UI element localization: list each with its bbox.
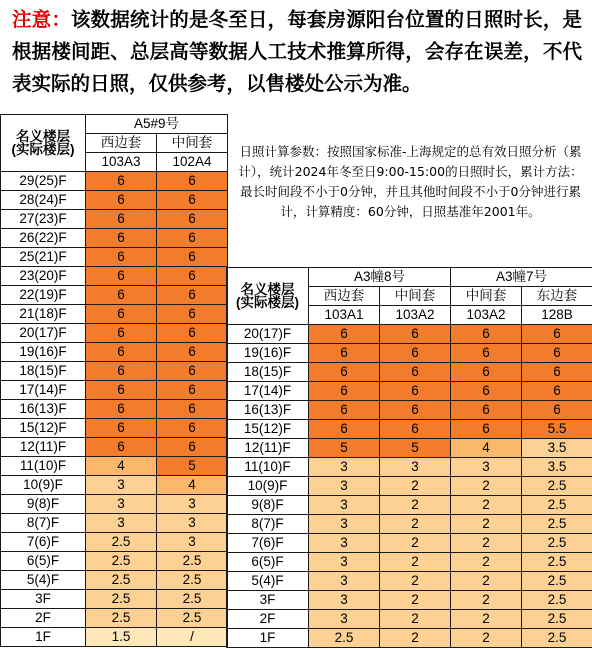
sunlight-hours-cell: 2.5 bbox=[157, 552, 228, 571]
sunlight-hours-cell: 2 bbox=[451, 515, 522, 534]
floor-label: 28(24)F bbox=[1, 191, 86, 210]
notice-banner bbox=[0, 0, 592, 113]
table-row bbox=[227, 610, 592, 629]
sunlight-hours-cell: 2.5 bbox=[157, 590, 228, 609]
sunlight-hours-cell: 6 bbox=[86, 362, 157, 381]
floor-label: 7(6)F bbox=[1, 533, 86, 552]
sunlight-hours-cell: 3 bbox=[309, 534, 380, 553]
sunlight-hours-cell: 2.5 bbox=[86, 571, 157, 590]
sunlight-hours-cell: 2 bbox=[451, 496, 522, 515]
floor-label: 6(5)F bbox=[227, 553, 309, 572]
sunlight-hours-cell: 6 bbox=[86, 305, 157, 324]
sunlight-hours-cell: 2.5 bbox=[522, 553, 592, 572]
sunlight-hours-cell: 6 bbox=[522, 363, 592, 382]
sunlight-hours-cell: 2.5 bbox=[309, 629, 380, 648]
floor-label-line2: (实际楼层) bbox=[11, 142, 75, 157]
table-row bbox=[227, 382, 592, 401]
sunlight-hours-cell: 6 bbox=[86, 286, 157, 305]
floor-label: 21(18)F bbox=[1, 305, 86, 324]
table-row bbox=[227, 496, 592, 515]
table-row bbox=[227, 363, 592, 382]
sunlight-hours-cell: 4 bbox=[451, 439, 522, 458]
sunlight-hours-cell: 6 bbox=[86, 210, 157, 229]
floor-label: 15(12)F bbox=[1, 419, 86, 438]
floor-label: 19(16)F bbox=[1, 343, 86, 362]
floor-label: 16(13)F bbox=[227, 401, 309, 420]
unit-header: 103A3 bbox=[86, 153, 157, 172]
sunlight-hours-cell: 4 bbox=[86, 457, 157, 476]
sunlight-hours-cell: 2.5 bbox=[157, 609, 228, 628]
unit-header: 103A1 bbox=[309, 306, 380, 325]
floor-label: 1F bbox=[1, 628, 86, 647]
notice-text: 该数据统计的是冬至日，每套房源阳台位置的日照时长，是根据楼间距、总层高等数据人工技术推算所得，会存在误差，不代表实际的日照，仅供参考，以售楼处公示为准。 bbox=[12, 8, 582, 95]
sunlight-hours-cell: 2.5 bbox=[86, 590, 157, 609]
table-row bbox=[1, 267, 228, 286]
sunlight-hours-cell: 2.5 bbox=[522, 496, 592, 515]
sunlight-hours-cell: 6 bbox=[86, 172, 157, 191]
table-row bbox=[1, 324, 228, 343]
floor-label: 20(17)F bbox=[1, 324, 86, 343]
table-row bbox=[1, 533, 228, 552]
sunlight-hours-cell: 6 bbox=[451, 382, 522, 401]
floor-label: 10(9)F bbox=[227, 477, 309, 496]
table-row bbox=[1, 191, 228, 210]
sunlight-hours-cell: 3 bbox=[309, 591, 380, 610]
sunlight-hours-cell: 6 bbox=[380, 401, 451, 420]
sunlight-hours-cell: 2.5 bbox=[522, 572, 592, 591]
sunlight-hours-cell: 6 bbox=[451, 344, 522, 363]
sunlight-hours-cell: 6 bbox=[86, 324, 157, 343]
sunlight-hours-cell: 2 bbox=[380, 629, 451, 648]
sunlight-hours-cell: 2 bbox=[451, 477, 522, 496]
floor-label: 29(25)F bbox=[1, 172, 86, 191]
sunlight-hours-cell: 2 bbox=[380, 572, 451, 591]
floor-label: 3F bbox=[1, 590, 86, 609]
floor-label: 10(9)F bbox=[1, 476, 86, 495]
floor-label: 7(6)F bbox=[227, 534, 309, 553]
table-row bbox=[1, 495, 228, 514]
right-sunlight-table bbox=[226, 267, 592, 648]
table-row bbox=[227, 477, 592, 496]
floor-label: 8(7)F bbox=[1, 514, 86, 533]
sunlight-hours-cell: 6 bbox=[86, 343, 157, 362]
floor-label: 1F bbox=[227, 629, 309, 648]
table-row bbox=[1, 476, 228, 495]
table-row bbox=[227, 515, 592, 534]
floor-label-line1: 名义楼层 bbox=[16, 128, 70, 144]
sunlight-hours-cell: 2 bbox=[380, 610, 451, 629]
sunlight-hours-cell: 6 bbox=[157, 419, 228, 438]
sunlight-hours-cell: 6 bbox=[380, 363, 451, 382]
sunlight-hours-cell: 6 bbox=[86, 381, 157, 400]
floor-label: 5(4)F bbox=[227, 572, 309, 591]
sunlight-hours-cell: 2 bbox=[380, 591, 451, 610]
sunlight-hours-cell: 3 bbox=[451, 458, 522, 477]
sunlight-hours-cell: / bbox=[157, 628, 228, 647]
sunlight-hours-cell: 6 bbox=[157, 343, 228, 362]
floor-label: 27(23)F bbox=[1, 210, 86, 229]
sunlight-hours-cell: 3 bbox=[157, 495, 228, 514]
sunlight-hours-cell: 3 bbox=[309, 553, 380, 572]
sunlight-hours-cell: 2 bbox=[380, 496, 451, 515]
floor-label: 8(7)F bbox=[227, 515, 309, 534]
sunlight-hours-cell: 6 bbox=[522, 344, 592, 363]
table-row bbox=[1, 210, 228, 229]
floor-label: 11(10)F bbox=[227, 458, 309, 477]
table-row bbox=[1, 609, 228, 628]
floor-label: 11(10)F bbox=[1, 457, 86, 476]
floor-label: 2F bbox=[1, 609, 86, 628]
sunlight-hours-cell: 6 bbox=[380, 325, 451, 344]
sunlight-hours-cell: 2 bbox=[451, 553, 522, 572]
table-row bbox=[227, 458, 592, 477]
sunlight-hours-cell: 6 bbox=[86, 419, 157, 438]
sunlight-hours-cell: 6 bbox=[309, 344, 380, 363]
sunlight-hours-cell: 6 bbox=[157, 229, 228, 248]
table-row bbox=[1, 229, 228, 248]
sunlight-hours-cell: 6 bbox=[86, 400, 157, 419]
floor-column-header bbox=[227, 268, 309, 325]
sunlight-hours-cell: 3 bbox=[157, 533, 228, 552]
sunlight-hours-cell: 6 bbox=[157, 267, 228, 286]
table-row bbox=[1, 457, 228, 476]
sunlight-hours-cell: 5 bbox=[380, 439, 451, 458]
unit-header: 128B bbox=[522, 306, 592, 325]
sunlight-hours-cell: 2 bbox=[451, 591, 522, 610]
table-row bbox=[1, 305, 228, 324]
notice-prefix: 注意： bbox=[12, 8, 71, 31]
table-row bbox=[227, 420, 592, 439]
sunlight-hours-cell: 3 bbox=[309, 572, 380, 591]
floor-label: 17(14)F bbox=[1, 381, 86, 400]
floor-column-header bbox=[1, 115, 86, 172]
sunlight-hours-cell: 4 bbox=[157, 476, 228, 495]
floor-label: 5(4)F bbox=[1, 571, 86, 590]
table-row bbox=[227, 344, 592, 363]
floor-label: 22(19)F bbox=[1, 286, 86, 305]
table-row bbox=[1, 571, 228, 590]
sunlight-hours-cell: 3 bbox=[157, 514, 228, 533]
sunlight-hours-cell: 2 bbox=[380, 477, 451, 496]
floor-label: 2F bbox=[227, 610, 309, 629]
floor-label: 3F bbox=[227, 591, 309, 610]
sunlight-hours-cell: 6 bbox=[86, 229, 157, 248]
sunlight-hours-cell: 3.5 bbox=[522, 439, 592, 458]
sunlight-hours-cell: 2.5 bbox=[86, 533, 157, 552]
sunlight-hours-cell: 6 bbox=[86, 438, 157, 457]
header-row-building bbox=[1, 115, 228, 134]
sunlight-hours-cell: 6 bbox=[309, 401, 380, 420]
table-row bbox=[1, 419, 228, 438]
unit-header: 102A4 bbox=[157, 153, 228, 172]
table-row bbox=[1, 248, 228, 267]
sunlight-hours-cell: 2 bbox=[451, 629, 522, 648]
sunlight-hours-cell: 5.5 bbox=[522, 420, 592, 439]
sunlight-hours-cell: 2 bbox=[451, 534, 522, 553]
sunlight-hours-cell: 6 bbox=[522, 382, 592, 401]
sunlight-hours-cell: 6 bbox=[157, 305, 228, 324]
floor-label: 19(16)F bbox=[227, 344, 309, 363]
sunlight-hours-cell: 3 bbox=[380, 458, 451, 477]
table-row bbox=[1, 362, 228, 381]
table-row bbox=[1, 286, 228, 305]
sunlight-hours-cell: 6 bbox=[380, 420, 451, 439]
sunlight-hours-cell: 2 bbox=[451, 610, 522, 629]
sunlight-hours-cell: 2 bbox=[380, 515, 451, 534]
sunlight-hours-cell: 3 bbox=[86, 514, 157, 533]
table-row bbox=[1, 590, 228, 609]
position-header: 西边套 bbox=[309, 287, 380, 306]
sunlight-hours-cell: 5 bbox=[157, 457, 228, 476]
sunlight-hours-cell: 2.5 bbox=[522, 610, 592, 629]
sunlight-hours-cell: 2 bbox=[451, 572, 522, 591]
sunlight-hours-cell: 3 bbox=[309, 610, 380, 629]
sunlight-hours-cell: 6 bbox=[157, 210, 228, 229]
sunlight-hours-cell: 6 bbox=[86, 267, 157, 286]
sunlight-hours-cell: 6 bbox=[380, 382, 451, 401]
sunlight-hours-cell: 3 bbox=[309, 458, 380, 477]
sunlight-hours-cell: 6 bbox=[522, 325, 592, 344]
sunlight-hours-cell: 3 bbox=[86, 476, 157, 495]
table-row bbox=[227, 629, 592, 648]
table-row bbox=[227, 534, 592, 553]
floor-label: 12(11)F bbox=[1, 438, 86, 457]
sunlight-hours-cell: 6 bbox=[522, 401, 592, 420]
sunlight-hours-cell: 6 bbox=[309, 382, 380, 401]
floor-label: 25(21)F bbox=[1, 248, 86, 267]
sunlight-hours-cell: 6 bbox=[157, 248, 228, 267]
building-header: A3幢7号 bbox=[451, 268, 592, 287]
sunlight-hours-cell: 6 bbox=[157, 381, 228, 400]
sunlight-hours-cell: 6 bbox=[157, 362, 228, 381]
building-header: A5#9号 bbox=[86, 115, 228, 134]
sunlight-hours-cell: 2.5 bbox=[157, 571, 228, 590]
sunlight-hours-cell: 2.5 bbox=[86, 609, 157, 628]
sunlight-hours-cell: 6 bbox=[451, 401, 522, 420]
sunlight-hours-cell: 6 bbox=[157, 286, 228, 305]
table-row bbox=[227, 591, 592, 610]
unit-header: 103A2 bbox=[451, 306, 522, 325]
floor-label: 20(17)F bbox=[227, 325, 309, 344]
calc-params-text: 日照计算参数：按照国家标准-上海规定的总有效日照分析（累计），统计2024年冬至日9:00-15:00的日照时长，累计方法：最长时间段不小于0分钟，并且其他时间段不小于0分钟进行累计，计算精度：60分钟，日照基准年2001年。 bbox=[238, 144, 583, 219]
sunlight-hours-cell: 6 bbox=[86, 248, 157, 267]
table-row bbox=[227, 325, 592, 344]
sunlight-hours-cell: 3 bbox=[309, 477, 380, 496]
sunlight-hours-cell: 6 bbox=[380, 344, 451, 363]
table-row bbox=[227, 572, 592, 591]
sunlight-hours-cell: 6 bbox=[451, 325, 522, 344]
table-row bbox=[1, 400, 228, 419]
floor-label: 18(15)F bbox=[1, 362, 86, 381]
floor-label: 16(13)F bbox=[1, 400, 86, 419]
floor-label: 9(8)F bbox=[227, 496, 309, 515]
sunlight-hours-cell: 6 bbox=[157, 191, 228, 210]
sunlight-hours-cell: 6 bbox=[157, 172, 228, 191]
table-row bbox=[1, 514, 228, 533]
floor-label: 15(12)F bbox=[227, 420, 309, 439]
floor-label: 6(5)F bbox=[1, 552, 86, 571]
unit-header: 103A2 bbox=[380, 306, 451, 325]
sunlight-hours-cell: 2.5 bbox=[522, 591, 592, 610]
sunlight-hours-cell: 6 bbox=[451, 363, 522, 382]
sunlight-hours-cell: 5 bbox=[309, 439, 380, 458]
sunlight-hours-cell: 6 bbox=[451, 420, 522, 439]
table-row bbox=[227, 439, 592, 458]
sunlight-hours-cell: 2.5 bbox=[522, 629, 592, 648]
floor-label-line1: 名义楼层 bbox=[240, 281, 295, 297]
table-row bbox=[227, 553, 592, 572]
sunlight-hours-cell: 2 bbox=[380, 553, 451, 572]
floor-label: 26(22)F bbox=[1, 229, 86, 248]
sunlight-hours-cell: 6 bbox=[157, 324, 228, 343]
sunlight-hours-cell: 3.5 bbox=[522, 458, 592, 477]
position-header: 西边套 bbox=[86, 134, 157, 153]
sunlight-hours-cell: 6 bbox=[309, 420, 380, 439]
sunlight-hours-cell: 6 bbox=[157, 400, 228, 419]
position-header: 中间套 bbox=[157, 134, 228, 153]
table-row bbox=[1, 172, 228, 191]
table-row bbox=[1, 438, 228, 457]
sunlight-hours-cell: 6 bbox=[157, 438, 228, 457]
sunlight-hours-cell: 6 bbox=[309, 363, 380, 382]
table-row bbox=[1, 343, 228, 362]
sunlight-hours-cell: 2.5 bbox=[522, 534, 592, 553]
table-row bbox=[1, 552, 228, 571]
floor-label: 23(20)F bbox=[1, 267, 86, 286]
table-row bbox=[227, 401, 592, 420]
sunlight-hours-cell: 2.5 bbox=[522, 515, 592, 534]
floor-label-line2: (实际楼层) bbox=[236, 295, 299, 310]
sunlight-hours-cell: 6 bbox=[309, 325, 380, 344]
sunlight-hours-cell: 1.5 bbox=[86, 628, 157, 647]
left-sunlight-table bbox=[0, 114, 228, 647]
table-row bbox=[1, 628, 228, 647]
table-row bbox=[1, 381, 228, 400]
position-header: 中间套 bbox=[380, 287, 451, 306]
building-header: A3幢8号 bbox=[309, 268, 451, 287]
floor-label: 12(11)F bbox=[227, 439, 309, 458]
position-header: 中间套 bbox=[451, 287, 522, 306]
sunlight-hours-cell: 6 bbox=[86, 191, 157, 210]
sunlight-hours-cell: 3 bbox=[309, 515, 380, 534]
floor-label: 17(14)F bbox=[227, 382, 309, 401]
floor-label: 18(15)F bbox=[227, 363, 309, 382]
position-header: 东边套 bbox=[522, 287, 592, 306]
sunlight-hours-cell: 3 bbox=[86, 495, 157, 514]
floor-label: 9(8)F bbox=[1, 495, 86, 514]
header-row-building bbox=[227, 268, 592, 287]
sunlight-hours-cell: 2.5 bbox=[522, 477, 592, 496]
sunlight-hours-cell: 3 bbox=[309, 496, 380, 515]
sunlight-hours-cell: 2 bbox=[380, 534, 451, 553]
sunlight-hours-cell: 2.5 bbox=[86, 552, 157, 571]
